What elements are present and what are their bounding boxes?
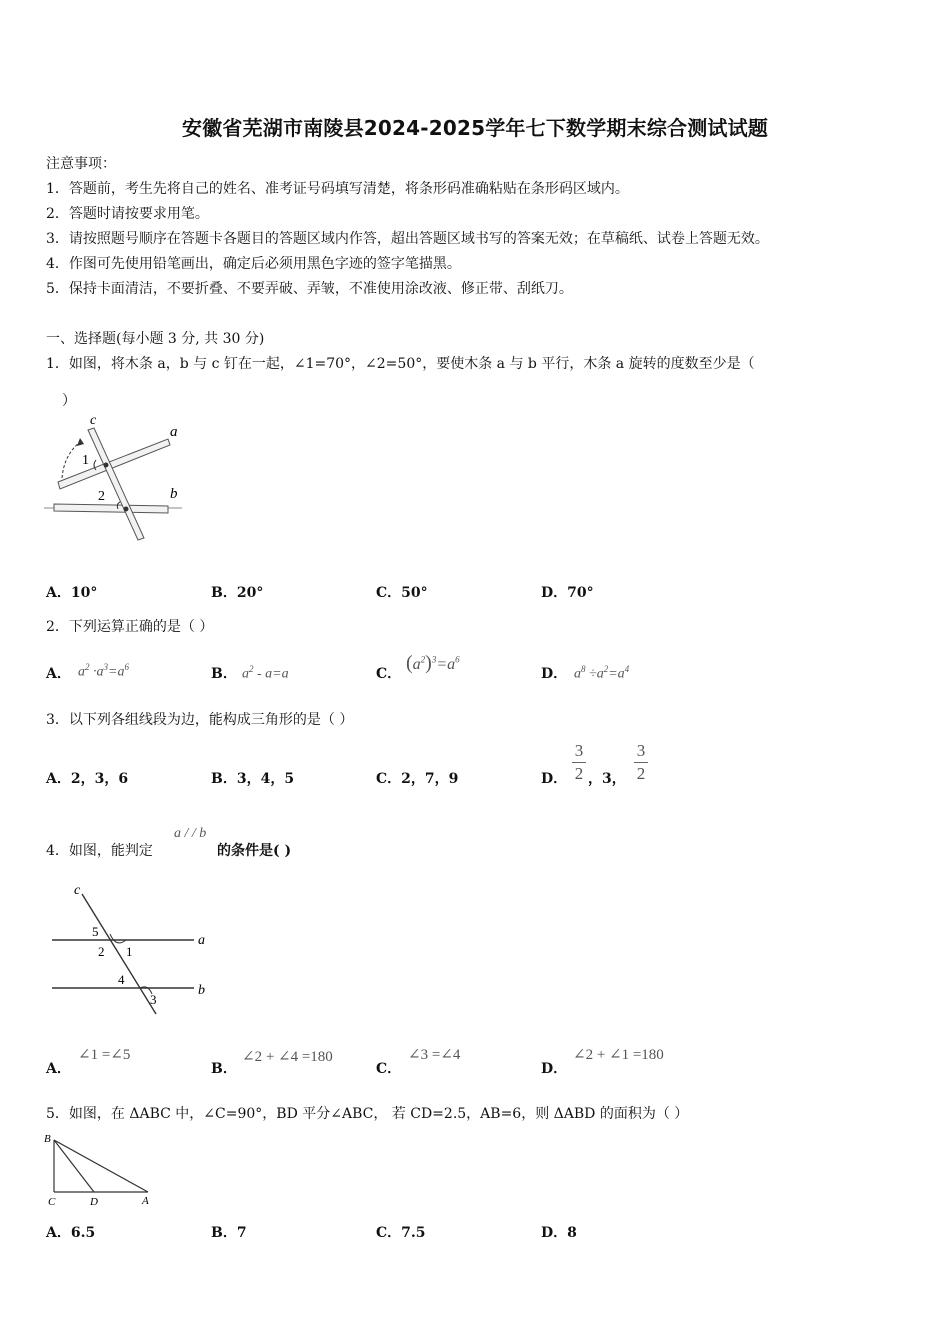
- q4-option-d-label[interactable]: D．: [541, 1061, 568, 1077]
- q2-option-a-label[interactable]: A．: [46, 666, 71, 682]
- fig4-angle-4: 4: [118, 972, 125, 987]
- q4-option-d-math: ∠2 + ∠1 =180: [573, 1047, 664, 1063]
- segment-bd: [54, 1140, 94, 1192]
- fig1-label-b: b: [170, 486, 178, 502]
- q2-option-b-math: $a^2 - a=a$: [242, 664, 289, 682]
- fig4-label-c: c: [74, 884, 81, 898]
- q4-option-c-math: ∠3 =∠4: [408, 1047, 461, 1063]
- q2-option-d-math: $a^8 \div a^2=a^4$: [574, 664, 630, 682]
- fig1-label-c: c: [90, 413, 97, 428]
- fig4-label-a: a: [198, 933, 205, 948]
- stick-c: [88, 428, 144, 540]
- q3-option-d-sep: ，3，: [588, 771, 626, 787]
- fig5-label-c: C: [48, 1196, 56, 1208]
- question-5-figure: [42, 1130, 162, 1210]
- q4-option-b-math: ∠2 + ∠4 =180: [242, 1049, 333, 1065]
- section-heading: 一、选择题(每小题 3 分, 共 30 分): [46, 331, 265, 347]
- fig5-label-a: A: [142, 1195, 149, 1207]
- stick-b: [54, 504, 168, 513]
- line-c: [82, 894, 156, 1014]
- fig1-label-a: a: [170, 424, 178, 440]
- question-3-text: 3．以下列各组线段为边，能构成三角形的是（ ）: [46, 712, 354, 728]
- q2-option-c-math: $(a^2)^3=a^6$: [406, 652, 460, 674]
- fig4-label-b: b: [198, 983, 205, 998]
- q3-option-b[interactable]: B．3，4，5: [211, 771, 295, 787]
- question-4-text-pre: 4．如图，能判定: [46, 843, 153, 859]
- q2-option-a-math: $a^2 \cdot a^3=a^6$: [78, 662, 129, 680]
- notice-heading: 注意事项：: [46, 156, 116, 172]
- q2-option-c-label[interactable]: C．: [376, 666, 402, 682]
- question-4-condition: a / / b: [174, 826, 207, 841]
- question-1-text: 1．如图，将木条 a，b 与 c 钉在一起，∠1=70°，∠2=50°，要使木条 a 与 b 平行，木条 a 旋转的度数至少是（: [46, 356, 755, 372]
- fig4-angle-1: 1: [126, 944, 133, 959]
- q4-option-a-label[interactable]: A．: [46, 1061, 71, 1077]
- q3-option-d-label[interactable]: D．: [541, 771, 568, 787]
- q4-option-a-math: ∠1 =∠5: [78, 1047, 131, 1063]
- question-4-figure: [48, 884, 214, 1018]
- q3-option-c[interactable]: C．2，7，9: [376, 771, 459, 787]
- q3-option-a[interactable]: A．2，3，6: [46, 771, 129, 787]
- notice-item: 3．请按照题号顺序在答题卡各题目的答题区域内作答，超出答题区域书写的答案无效；在草稿纸、试卷上答题无效。: [46, 231, 769, 247]
- notice-item: 4．作图可先使用铅笔画出，确定后必须用黑色字迹的签字笔描黑。: [46, 256, 461, 272]
- nail-1: [104, 463, 109, 468]
- fig5-label-d: D: [90, 1196, 98, 1208]
- q1-option-b[interactable]: B．20°: [211, 585, 264, 601]
- fig1-angle-2: 2: [98, 489, 105, 504]
- q2-option-d-label[interactable]: D．: [541, 666, 568, 682]
- fig4-angle-2: 2: [98, 944, 105, 959]
- q4-option-c-label[interactable]: C．: [376, 1061, 402, 1077]
- page-title: 安徽省芜湖市南陵县2024-2025学年七下数学期末综合测试试题: [181, 116, 769, 140]
- q5-option-b[interactable]: B．7: [211, 1225, 247, 1241]
- notice-item: 5．保持卡面清洁，不要折叠、不要弄破、弄皱，不准使用涂改液、修正带、刮纸刀。: [46, 281, 573, 297]
- fig5-label-b: B: [44, 1133, 51, 1145]
- rotation-arrow: [62, 442, 80, 478]
- fig4-angle-3: 3: [150, 992, 157, 1007]
- q3-option-d-fraction-2: 3 2: [634, 742, 648, 783]
- question-5-text: 5．如图，在 ΔABC 中，∠C=90°，BD 平分∠ABC， 若 CD=2.5，AB=6，则 ΔABD 的面积为（ ）: [46, 1106, 689, 1122]
- fig1-angle-1: 1: [82, 453, 89, 468]
- question-4-text-post: 的条件是( ): [217, 843, 292, 859]
- q1-option-a[interactable]: A．10°: [46, 585, 98, 601]
- q3-option-d-fraction-1: 3 2: [572, 742, 586, 783]
- q2-option-b-label[interactable]: B．: [211, 666, 237, 682]
- question-1-text-end: ）: [62, 393, 76, 409]
- notice-item: 1．答题前，考生先将自己的姓名、准考证号码填写清楚，将条形码准确粘贴在条形码区域内。: [46, 181, 629, 197]
- arrow-head-icon: [77, 438, 84, 446]
- q1-option-d[interactable]: D．70°: [541, 585, 594, 601]
- q5-option-c[interactable]: C．7.5: [376, 1225, 426, 1241]
- nail-2: [124, 507, 129, 512]
- notice-item: 2．答题时请按要求用笔。: [46, 206, 209, 222]
- q1-option-c[interactable]: C．50°: [376, 585, 428, 601]
- question-1-figure: [44, 410, 194, 546]
- q5-option-a[interactable]: A．6.5: [46, 1225, 96, 1241]
- q4-option-b-label[interactable]: B．: [211, 1061, 237, 1077]
- side-ab: [54, 1140, 148, 1192]
- question-2-text: 2．下列运算正确的是（ ）: [46, 619, 214, 635]
- fig4-angle-5: 5: [92, 924, 99, 939]
- q5-option-d[interactable]: D．8: [541, 1225, 577, 1241]
